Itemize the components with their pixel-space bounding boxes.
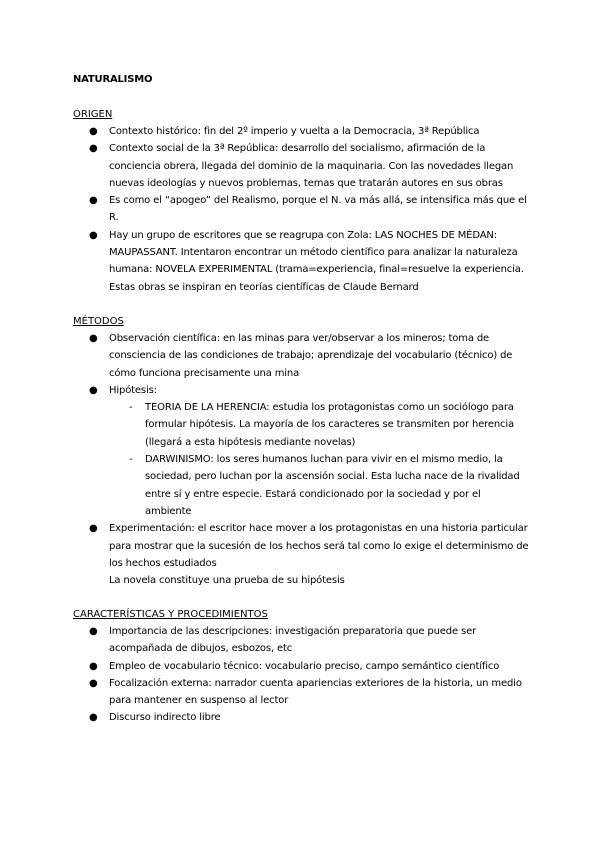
section-heading-metodos: MÉTODOS <box>73 316 124 327</box>
list-item-text: Experimentación: el escritor hace mover a los protagonistas en una historia particular para mostrar que la sucesión de los hechos será tal como lo exige el determinismo de los hechos estudiados <box>109 523 529 569</box>
sublist-item-text: DARWINISMO: los seres humanos luchan para vivir en el mismo medio, la sociedad, pero luchan por la ascensión social. Esta lucha nace de la rivalidad entre sí y entre especie. Estará condicionado por la sociedad y por el ambiente <box>145 454 520 517</box>
dash-icon: - <box>129 454 133 466</box>
list-item <box>0 123 600 140</box>
section-heading-caracteristicas: CARACTERÍSTICAS Y PROCEDIMIENTOS <box>73 609 268 620</box>
bullet-icon: ● <box>89 712 98 724</box>
list-item-text: Focalización externa: narrador cuenta apariencias exteriores de la historia, un medio para mantener en suspenso al lector <box>109 677 522 707</box>
list-item-text: Hipótesis: <box>109 384 157 396</box>
list-item <box>0 675 600 710</box>
bullet-icon: ● <box>89 384 98 396</box>
list-item <box>0 140 600 192</box>
bullet-icon: ● <box>89 143 98 155</box>
sublist-item <box>109 451 530 520</box>
sublist-item <box>109 399 530 451</box>
bullet-icon: ● <box>89 229 98 241</box>
section-heading-origen: ORIGEN <box>73 109 113 120</box>
caracteristicas-list <box>0 623 600 727</box>
bullet-icon: ● <box>89 523 98 535</box>
page-title: NATURALISMO <box>73 74 153 85</box>
list-item-text: Es como el “apogeo” del Realismo, porque el N. va más allá, se intensifica más que el R. <box>109 195 527 224</box>
list-item-text-extra: La novela constituye una prueba de su hipótesis <box>109 575 345 587</box>
bullet-icon: ● <box>89 677 98 689</box>
bullet-icon: ● <box>89 626 98 637</box>
bullet-icon: ● <box>89 333 98 344</box>
list-item-text: Contexto histórico: fin del 2º imperio y vuelta a la Democracia, 3ª República <box>109 126 480 137</box>
list-item-text: Discurso indirecto libre <box>109 712 221 724</box>
origen-list <box>0 123 600 296</box>
bullet-icon: ● <box>89 660 98 672</box>
list-item <box>0 658 600 675</box>
list-item <box>0 330 600 382</box>
list-item-text: Importancia de las descripciones: investigación preparatoria que puede ser acompañada de dibujos, esbozos, etc <box>109 626 477 655</box>
bullet-icon: ● <box>89 126 98 137</box>
list-item-text: Empleo de vocabulario técnico: vocabulario preciso, campo semántico científico <box>109 660 500 672</box>
list-item-text: Hay un grupo de escritores que se reagrupa con Zola: LAS NOCHES DE MÉDAN: MAUPASSANT. Intentaron encontrar un método científico para analizar la naturaleza humana: NOVELA EXPERIMENTAL (trama=experiencia, final=resuelve la experiencia. Estas obras se inspiran en teorías científicas de Claude Bernard <box>109 229 524 293</box>
list-item <box>0 382 600 520</box>
list-item <box>0 623 600 658</box>
list-item <box>0 709 600 726</box>
list-item <box>0 227 600 296</box>
metodos-list <box>0 330 600 589</box>
list-item-text: Contexto social de la 3ª República: desarrollo del socialismo, afirmación de la conciencia obrera, llegada del dominio de la maquinaria. Con las novedades llegan nuevas ideologías y nuevos problemas, temas que tratarán autores en sus obras <box>109 143 514 189</box>
list-item-text: Observación científica: en las minas para ver/observar a los mineros; toma de consciencia de las condiciones de trabajo; aprendizaje del vocabulario (técnico) de cómo funciona precisamente una mina <box>109 333 513 379</box>
list-item <box>0 192 600 227</box>
bullet-icon: ● <box>89 195 98 207</box>
list-item <box>0 520 600 589</box>
dash-icon: - <box>129 402 133 414</box>
hipotesis-sublist <box>109 399 530 520</box>
sublist-item-text: TEORIA DE LA HERENCIA: estudia los protagonistas como un sociólogo para formular hipótesis. La mayoría de los caracteres se transmiten por herencia (llegará a esta hipótesis mediante novelas) <box>145 402 515 448</box>
